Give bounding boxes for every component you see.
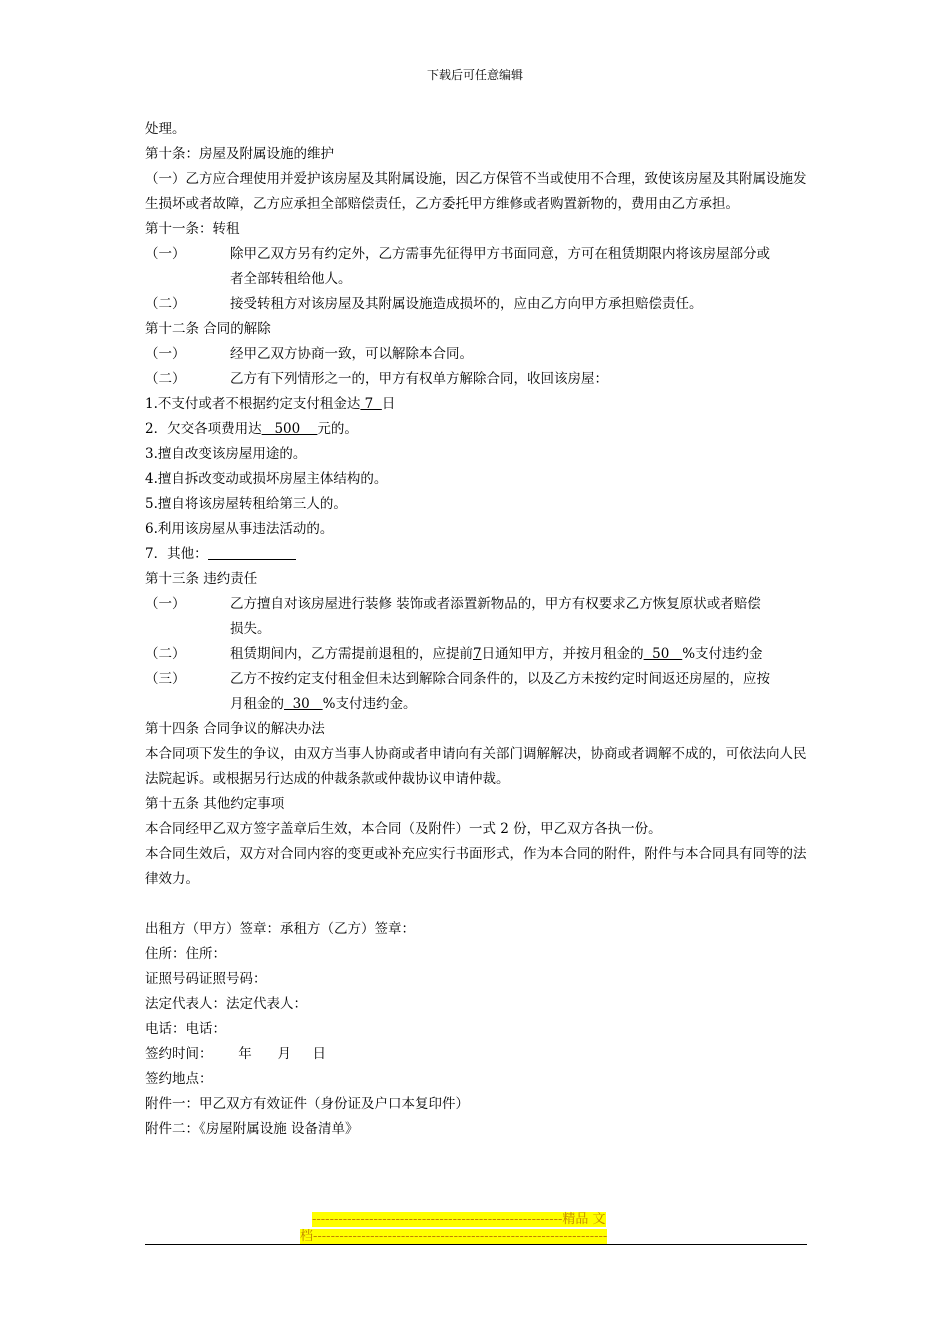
list-text: 元的。 [317, 421, 358, 437]
id-label: 证照号码： [199, 971, 267, 987]
clause-number: （二） [145, 296, 186, 312]
sign-date: 签约时间： 年 月 日 [145, 1046, 326, 1062]
clause-text: 乙方有下列情形之一的，甲方有权单方解除合同，收回该房屋： [230, 371, 608, 387]
filled-value: 500 [261, 421, 318, 437]
clause-text: 除甲乙双方另有约定外，乙方需事先征得甲方书面同意，方可在租赁期限内将该房屋部分或 [230, 246, 770, 262]
list-item [145, 417, 810, 442]
filled-value: 30 [284, 696, 323, 712]
clause-item [145, 367, 810, 392]
clause-item [145, 642, 810, 667]
attachment-1: 附件一：甲乙双方有效证件（身份证及户口本复印件） [145, 1096, 469, 1112]
clause-text: 租赁期间内，乙方需提前退租的，应提前 [230, 646, 473, 662]
section-13-title: 第十三条 违约责任 [145, 571, 258, 587]
section-10-title: 第十条：房屋及附属设施的维护 [145, 146, 334, 162]
attachment-2: 附件二：《房屋附属设施 设备清单》 [145, 1121, 359, 1137]
list-text: 7．其他： [145, 546, 208, 562]
clause-item [145, 342, 810, 367]
clause-number: （一） [145, 346, 186, 362]
blank-underline [208, 545, 296, 560]
footer-watermark [300, 1211, 650, 1245]
list-item: 4.擅自拆改变动或损坏房屋主体结构的。 [145, 471, 388, 487]
section-11-title: 第十一条：转租 [145, 221, 240, 237]
list-item: 5.擅自将该房屋转租给第三人的。 [145, 496, 347, 512]
filled-value: 7 [473, 646, 482, 662]
sign-place: 签约地点： [145, 1071, 213, 1087]
footer-line: 档------------------------------------------------------------------- [300, 1229, 608, 1244]
list-item [145, 392, 810, 417]
clause-number: （二） [145, 646, 186, 662]
clause-text: 乙方擅自对该房屋进行装修 装饰或者添置新物品的，甲方有权要求乙方恢复原状或者赔偿 [230, 596, 761, 612]
clause-text: 接受转租方对该房屋及其附属设施造成损坏的，应由乙方向甲方承担赔偿责任。 [230, 296, 703, 312]
clause-text: 日通知甲方，并按月租金的 [481, 646, 644, 662]
lessee-sign-label: 承租方（乙方）签章： [280, 921, 415, 937]
section-15-paragraph: 本合同生效后，双方对合同内容的变更或补充应实行书面形式，作为本合同的附件，附件与本合同具有同等的法律效力。 [145, 846, 807, 887]
list-item: 3.擅自改变该房屋用途的。 [145, 446, 307, 462]
list-text: 2．欠交各项费用达 [145, 421, 262, 437]
clause-text: 月租金的 [230, 696, 284, 712]
clause-number: （三） [145, 671, 186, 687]
list-item: 6.利用该房屋从事违法活动的。 [145, 521, 334, 537]
section-10-paragraph: （一）乙方应合理使用并爱护该房屋及其附属设施，因乙方保管不当或使用不合理，致使该房屋及其附属设施发生损坏或者故障，乙方应承担全部赔偿责任，乙方委托甲方维修或者购置新物的，费用由乙方承担。 [145, 171, 807, 212]
representative-label: 法定代表人： [145, 996, 226, 1012]
clause-text: 经甲乙双方协商一致，可以解除本合同。 [230, 346, 473, 362]
list-text: 日 [381, 396, 396, 412]
clause-number: （一） [145, 596, 186, 612]
clause-text: 乙方不按约定支付租金但未达到解除合同条件的，以及乙方未按约定时间返还房屋的，应按 [230, 671, 770, 687]
clause-continuation [145, 692, 810, 717]
list-text: 1.不支付或者不根据约定支付租金达 [145, 396, 361, 412]
clause-item [145, 592, 810, 617]
clause-item [145, 667, 810, 692]
clause-continuation: 损失。 [230, 621, 271, 637]
clause-number: （一） [145, 246, 186, 262]
page-header: 下载后可任意编辑 [426, 68, 523, 82]
document-body [145, 117, 810, 1142]
clause-item [145, 242, 810, 267]
clause-continuation: 者全部转租给他人。 [230, 271, 352, 287]
text-line: 处理。 [145, 121, 186, 137]
section-14-title: 第十四条 合同争议的解决办法 [145, 721, 325, 737]
signature-row [145, 917, 810, 942]
id-label: 证照号码 [145, 971, 199, 987]
signature-row [145, 942, 810, 967]
phone-label: 电话： [185, 1021, 226, 1037]
address-label: 住所： [185, 946, 226, 962]
clause-text: %支付违约金。 [322, 696, 417, 712]
section-14-paragraph: 本合同项下发生的争议，由双方当事人协商或者申请向有关部门调解解决，协商或者调解不成的，可依法向人民法院起诉。或根据另行达成的仲裁条款或仲裁协议申请仲裁。 [145, 746, 807, 787]
section-15-paragraph: 本合同经甲乙双方签字盖章后生效，本合同（及附件）一式 2 份，甲乙双方各执一份。 [145, 821, 662, 837]
phone-label: 电话： [145, 1021, 186, 1037]
signature-row [145, 992, 810, 1017]
clause-text: %支付违约金 [682, 646, 763, 662]
section-12-title: 第十二条 合同的解除 [145, 321, 271, 337]
footer-rule [145, 1244, 807, 1245]
list-item [145, 542, 810, 567]
filled-value: 7 [360, 396, 382, 412]
signature-row [145, 967, 810, 992]
lessor-sign-label: 出租方（甲方）签章： [145, 921, 280, 937]
clause-item [145, 292, 810, 317]
filled-value: 50 [643, 646, 683, 662]
section-15-title: 第十五条 其他约定事项 [145, 796, 285, 812]
footer-line: ---------------------------------------------------------精品 文 [312, 1212, 606, 1227]
signature-row [145, 1017, 810, 1042]
representative-label: 法定代表人： [226, 996, 307, 1012]
address-label: 住所： [145, 946, 186, 962]
clause-number: （二） [145, 371, 186, 387]
